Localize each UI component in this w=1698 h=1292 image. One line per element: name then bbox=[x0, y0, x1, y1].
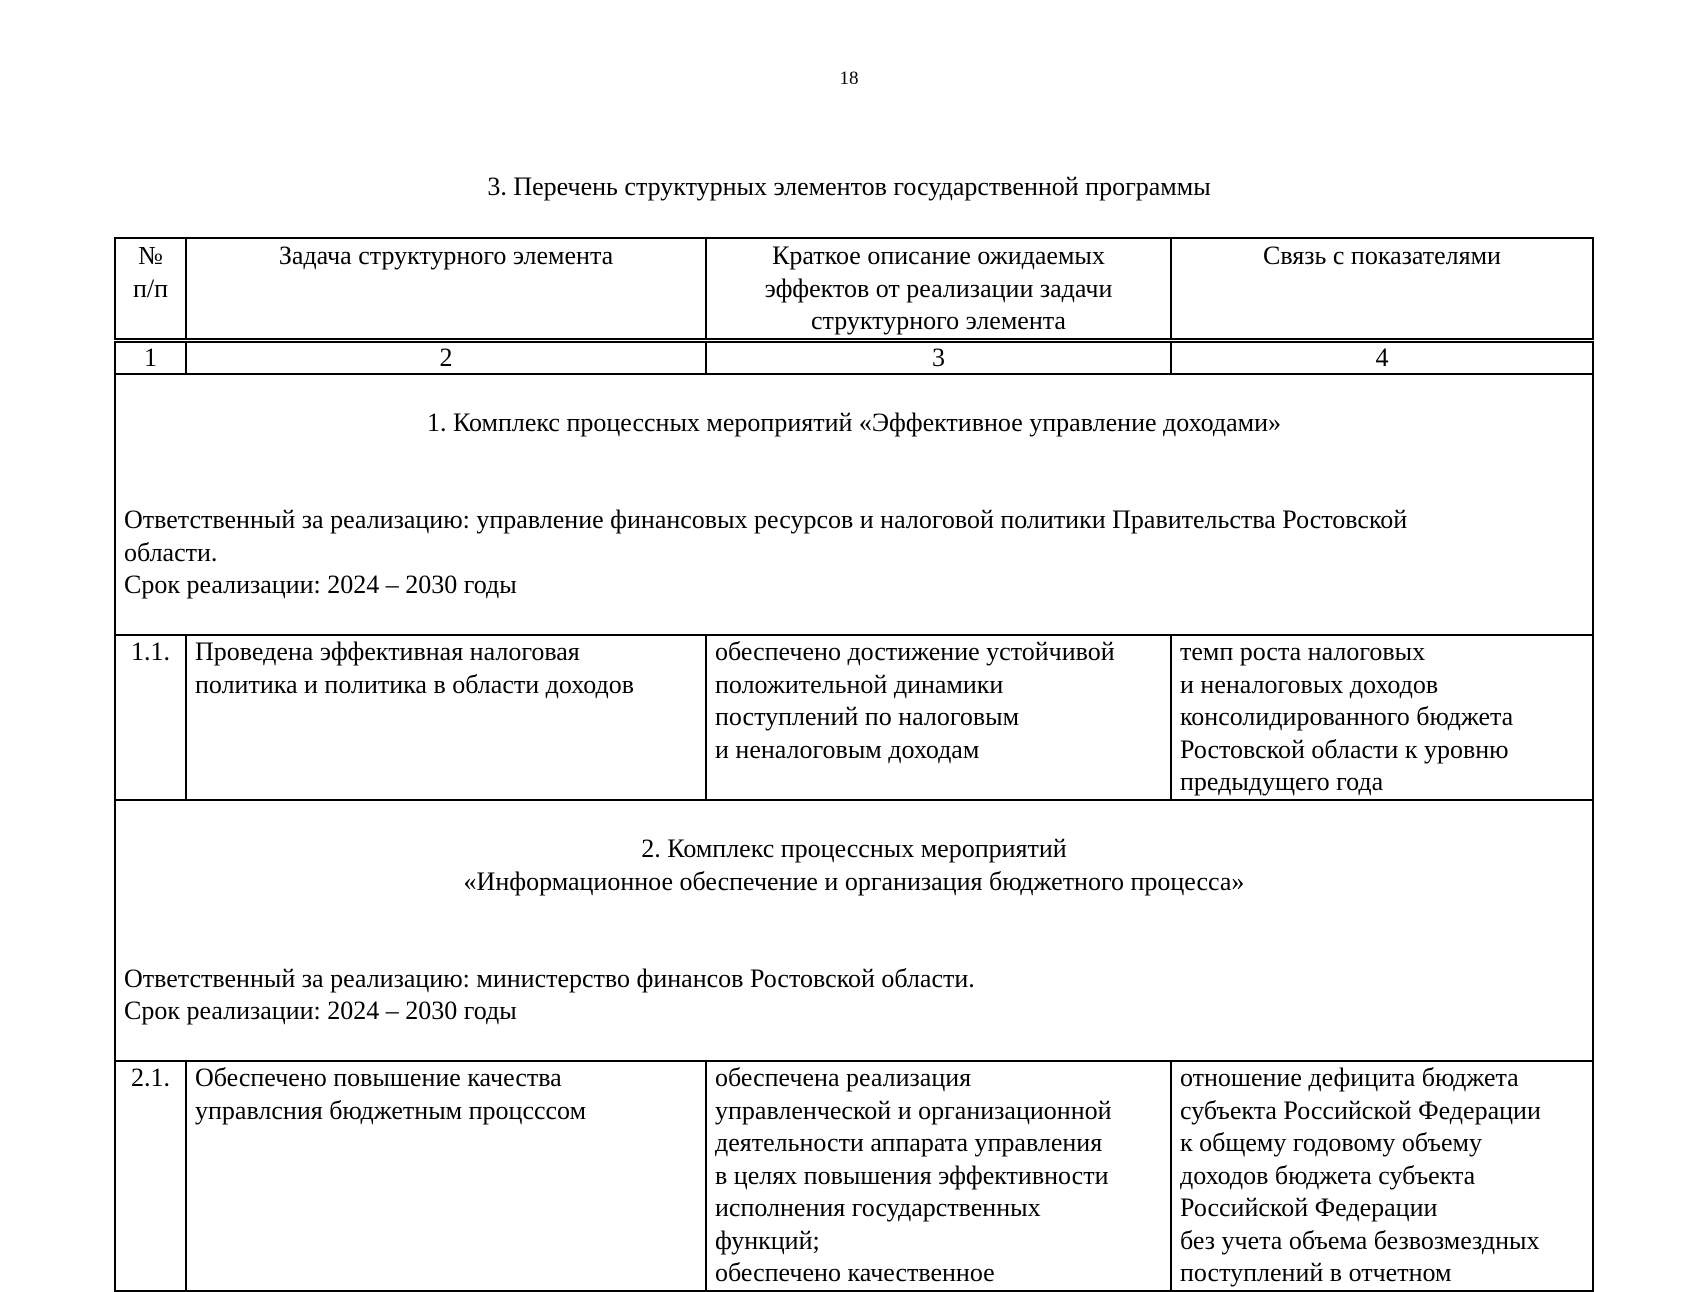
column-number-1: 1 bbox=[115, 340, 186, 374]
page-number: 18 bbox=[839, 68, 859, 89]
table-row bbox=[115, 1061, 1593, 1291]
column-number-4: 4 bbox=[1171, 340, 1593, 374]
section-1-cell bbox=[115, 374, 1593, 636]
row-number: 2.1. bbox=[115, 1061, 186, 1291]
row-effects: обеспечено достижение устойчивой положительной динамики поступлений по налоговым и неналоговым доходам bbox=[706, 635, 1171, 800]
table-row bbox=[115, 635, 1593, 800]
section-2-cell bbox=[115, 800, 1593, 1062]
row-indicators: темп роста налоговых и неналоговых доходов консолидированного бюджета Ростовской области к уровню предыдущего года bbox=[1171, 635, 1593, 800]
header-number: № п/п bbox=[115, 238, 186, 340]
row-indicators: отношение дефицита бюджета субъекта Российской Федерации к общему годовому объему доходов бюджета субъекта Российской Федерации без учета объема безвозмездных поступлений в отчетном bbox=[1171, 1061, 1593, 1291]
section-1-responsible: Ответственный за реализацию: управление финансовых ресурсов и налоговой политики Правительства Ростовской области. Срок реализации: 2024 – 2030 годы bbox=[124, 505, 1408, 599]
section-row bbox=[115, 374, 1593, 636]
section-2-responsible: Ответственный за реализацию: министерство финансов Ростовской области. Срок реализации: 2024 – 2030 годы bbox=[124, 963, 975, 1025]
column-number-2: 2 bbox=[186, 340, 706, 374]
header-task: Задача структурного элемента bbox=[186, 238, 706, 340]
row-effects: обеспечена реализация управленчеcкой и организационной деятельности аппарата управления в целях повышения эффективности исполнения государственных функций; обеспечено качественное bbox=[706, 1061, 1171, 1291]
table-header-row bbox=[115, 238, 1593, 340]
section-2-title: 2. Комплекс процессных мероприятий «Информационное обеспечение и организация бюджетного процесса» bbox=[463, 834, 1245, 896]
section-row bbox=[115, 800, 1593, 1062]
row-task: Обеспечено повышение качества управлсния бюджетным процсссом bbox=[186, 1061, 706, 1291]
section-1-title: 1. Комплекс процессных мероприятий «Эффективное управление доходами» bbox=[426, 408, 1281, 437]
row-number: 1.1. bbox=[115, 635, 186, 800]
row-task: Проведена эффективная налоговая политика и политика в области доходов bbox=[186, 635, 706, 800]
section-title: 3. Перечень структурных элементов государственной программы bbox=[487, 172, 1211, 201]
column-number-3: 3 bbox=[706, 340, 1171, 374]
structural-elements-table bbox=[114, 237, 1594, 1292]
header-effects: Краткое описание ожидаемых эффектов от реализации задачи структурного элемента bbox=[706, 238, 1171, 340]
column-number-row bbox=[115, 340, 1593, 374]
header-indicators: Связь с показателями bbox=[1171, 238, 1593, 340]
